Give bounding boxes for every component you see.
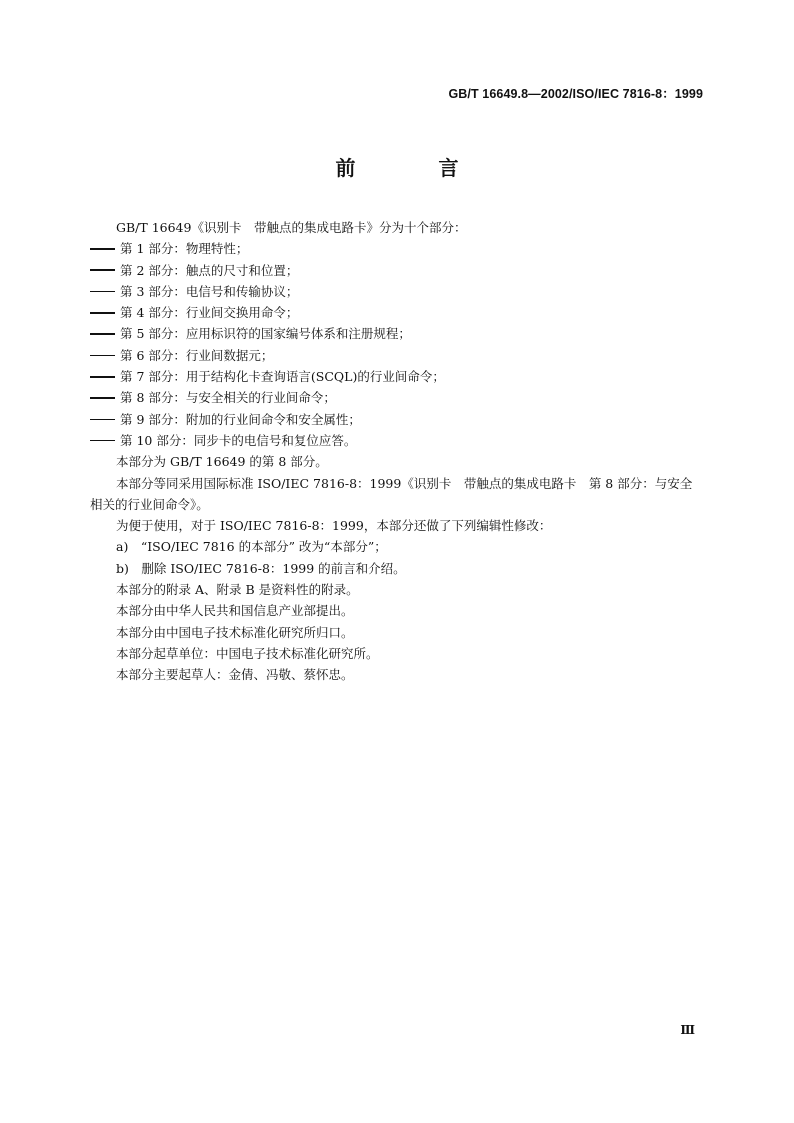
- part-list-item: [90, 409, 704, 430]
- part-label: 第 9 部分：附加的行业间命令和安全属性；: [120, 411, 361, 427]
- part-label: 第 10 部分：同步卡的电信号和复位应答。: [120, 432, 357, 448]
- part-list-item: [90, 366, 704, 387]
- edit-item-a: a) “ISO/IEC 7816 的本部分” 改为“本部分”；: [116, 539, 387, 555]
- dash-icon: [90, 333, 115, 335]
- part-list-item: [90, 430, 704, 451]
- drafters-paragraph: 本部分主要起草人：金倩、冯敬、蔡怀忠。: [116, 667, 354, 683]
- adoption-paragraph: 本部分等同采用国际标准 ISO/IEC 7816-8：1999《识别卡 带触点的集成电路卡 第 8 部分：与安全相关的行业间命令》。: [90, 475, 693, 512]
- proposed-paragraph: 本部分由中华人民共和国信息产业部提出。: [116, 603, 354, 619]
- part-list-item: [90, 281, 704, 302]
- dash-icon: [90, 291, 115, 293]
- dash-icon: [90, 248, 115, 250]
- intro-paragraph: GB/T 16649《识别卡 带触点的集成电路卡》分为十个部分：: [116, 220, 467, 235]
- part-list-item: [90, 387, 704, 408]
- page-number: Ⅲ: [680, 1023, 695, 1037]
- dash-icon: [90, 376, 115, 378]
- annex-paragraph: 本部分的附录 A、附录 B 是资料性的附录。: [116, 582, 359, 598]
- part-label: 第 7 部分：用于结构化卡查询语言(SCQL)的行业间命令；: [120, 369, 445, 385]
- part-label: 第 8 部分：与安全相关的行业间命令；: [120, 390, 336, 406]
- part-label: 第 3 部分：电信号和传输协议；: [120, 283, 299, 299]
- dash-icon: [90, 440, 115, 442]
- foreword-body: [90, 217, 704, 686]
- dash-icon: [90, 312, 115, 314]
- dash-icon: [90, 355, 115, 357]
- centralized-paragraph: 本部分由中国电子技术标准化研究所归口。: [116, 624, 354, 640]
- part-list-item: [90, 302, 704, 323]
- standard-code-header: GB/T 16649.8—2002/ISO/IEC 7816-8：1999: [448, 87, 703, 101]
- dash-icon: [90, 269, 115, 271]
- edits-intro-paragraph: 为便于使用，对于 ISO/IEC 7816-8：1999，本部分还做了下列编辑性修改：: [116, 518, 552, 534]
- part-list-item: [90, 345, 704, 366]
- dash-icon: [90, 397, 115, 399]
- part-label: 第 5 部分：应用标识符的国家编号体系和注册规程；: [120, 326, 411, 342]
- page-title: 前 言: [335, 156, 497, 180]
- part-list-item: [90, 323, 704, 344]
- this-part-paragraph: 本部分为 GB/T 16649 的第 8 部分。: [116, 454, 328, 470]
- part-label: 第 1 部分：物理特性；: [120, 241, 249, 257]
- edit-item-b: b) 删除 ISO/IEC 7816-8：1999 的前言和介绍。: [116, 560, 406, 576]
- drafting-unit-paragraph: 本部分起草单位：中国电子技术标准化研究所。: [116, 645, 379, 661]
- part-list-item: [90, 238, 704, 259]
- dash-icon: [90, 419, 115, 421]
- part-label: 第 6 部分：行业间数据元；: [120, 347, 274, 363]
- part-label: 第 2 部分：触点的尺寸和位置；: [120, 262, 299, 278]
- part-list-item: [90, 260, 704, 281]
- part-label: 第 4 部分：行业间交换用命令；: [120, 305, 299, 321]
